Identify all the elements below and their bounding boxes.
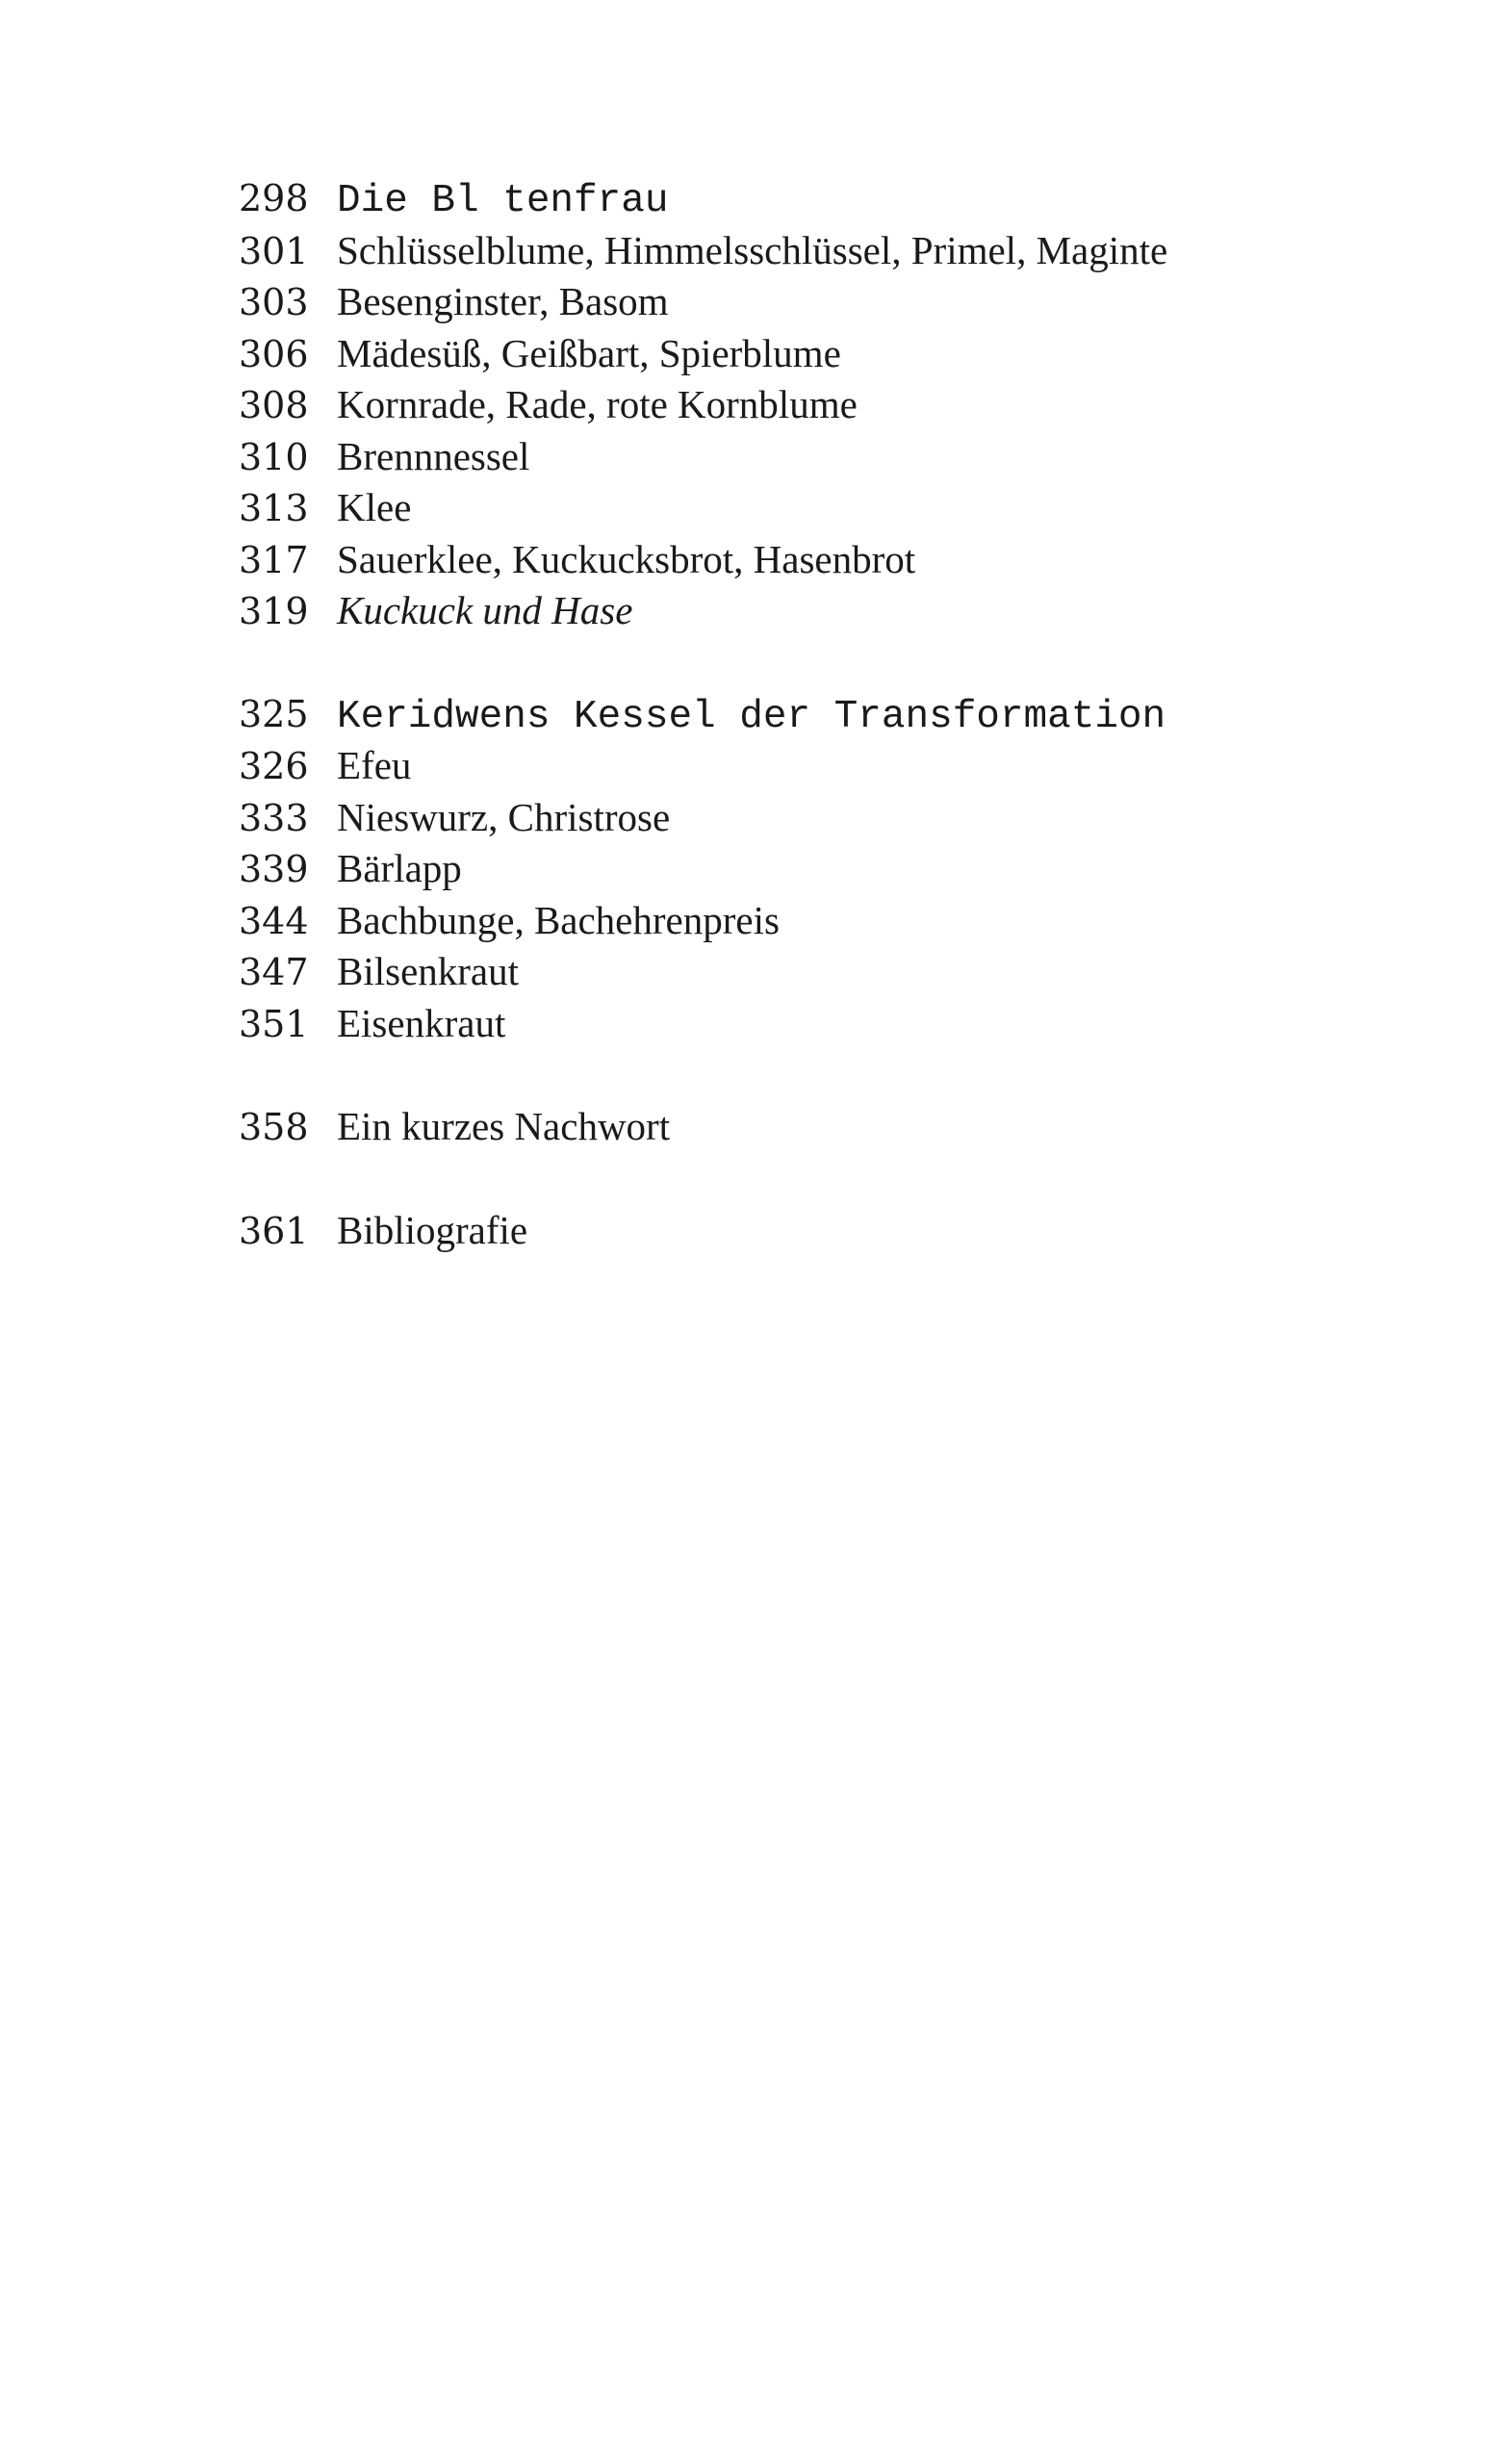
toc-page-number: 358 [239,1106,309,1148]
toc-page-number: 325 [239,692,309,735]
toc-page-number: 344 [239,899,309,942]
toc-entry[interactable] [239,689,1345,741]
toc-entry[interactable] [239,482,1345,534]
toc-entry-title: Bilsenkraut [337,949,520,993]
toc-entry[interactable] [239,1205,1345,1257]
toc-entry[interactable] [239,998,1345,1050]
toc-entry-title: Efeu [337,743,412,787]
toc-entry[interactable] [239,225,1345,277]
toc-entry-title: Kornrade, Rade, rote Kornblume [337,382,858,426]
toc-entry[interactable] [239,534,1345,586]
toc-entry[interactable] [239,740,1345,792]
toc-page-number: 339 [239,848,309,890]
toc-entry[interactable] [239,585,1345,637]
toc-entry-title: Besenginster, Basom [337,279,669,323]
toc-entry-title: Bibliografie [337,1207,528,1252]
toc-page-number: 347 [239,951,309,993]
toc-page-number: 306 [239,332,309,375]
toc-entry[interactable] [239,379,1345,431]
toc-entry-title: Nieswurz, Christrose [337,794,671,839]
toc-entry[interactable] [239,328,1345,380]
toc-page-number: 317 [239,538,309,581]
toc-entry[interactable] [239,431,1345,483]
toc-entry[interactable] [239,792,1345,844]
toc-page-number: 361 [239,1209,309,1252]
toc-section-nachwort [239,1101,1345,1153]
toc-section-bluetenfrau [239,173,1345,637]
toc-page-number: 326 [239,745,309,787]
toc-section-bibliografie [239,1205,1345,1257]
toc-entry[interactable] [239,946,1345,998]
toc-entry-title: Eisenkraut [337,1000,506,1045]
toc-page-number: 351 [239,1002,309,1045]
toc-page-number: 319 [239,590,309,632]
toc-entry[interactable] [239,843,1345,895]
toc-entry-title: Mädesüß, Geißbart, Spierblume [337,330,841,375]
toc-page-number: 303 [239,281,309,323]
toc-page-number: 333 [239,796,309,839]
toc-page-number: 301 [239,229,309,272]
table-of-contents [239,173,1345,1308]
toc-entry-title: Brennnessel [337,433,530,478]
toc-entry[interactable] [239,1101,1345,1153]
toc-page-number: 298 [239,177,309,219]
toc-entry-title: Schlüsselblume, Himmelsschlüssel, Primel, Maginte [337,227,1168,272]
toc-entry-title: Ein kurzes Nachwort [337,1104,671,1148]
toc-page-number: 308 [239,384,309,426]
toc-chapter-heading: Die Bl tenfrau [337,179,669,223]
toc-entry[interactable] [239,895,1345,947]
toc-entry-title: Bärlapp [337,846,462,890]
toc-entry-title: Klee [337,485,412,529]
toc-section-keridwen [239,689,1345,1050]
toc-entry[interactable] [239,173,1345,225]
toc-entry-title: Bachbunge, Bachehrenpreis [337,897,780,942]
toc-entry-title: Kuckuck und Hase [337,588,633,632]
toc-chapter-heading: Keridwens Kessel der Transformation [337,694,1166,739]
toc-entry-title: Sauerklee, Kuckucksbrot, Hasenbrot [337,536,916,581]
toc-page-number: 313 [239,487,309,529]
toc-entry[interactable] [239,276,1345,328]
toc-page-number: 310 [239,435,309,478]
